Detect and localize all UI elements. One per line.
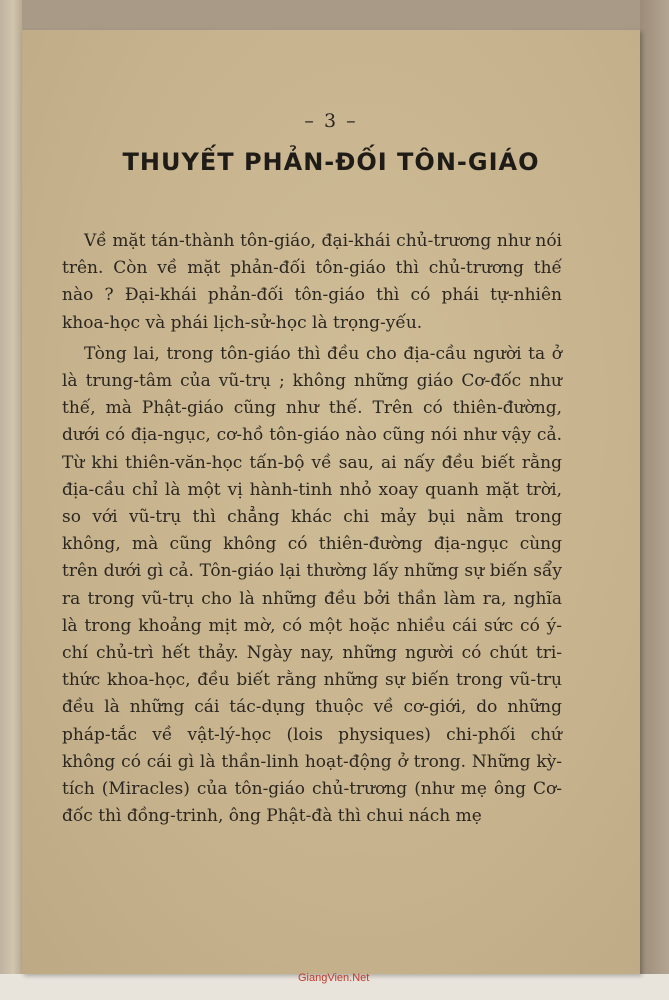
scan-left-edge — [0, 0, 22, 1000]
scan-right-edge — [640, 0, 669, 1000]
paragraph-1: Về mặt tán-thành tôn-giáo, đại-khái chủ-trương như nói trên. Còn về mặt phản-đối tôn-giáo thì chủ-trương thế nào ? Đại-khái phản-đối tôn-giáo thì có phái tự-nhiên khoa-học và phái lịch-sử-học là trọng-yếu. — [62, 231, 562, 333]
paragraph-2: Tòng lai, trong tôn-giáo thì đều cho địa-cầu người ta ở là trung-tâm của vũ-trụ ; không những giáo Cơ-đốc như thế, mà Phật-giáo cũng như thế. Trên có thiên-đường, dưới có địa-ngục, cơ-hồ tôn-giáo nào cũng nói như vậy cả. Từ khi thiên-văn-học tấn-bộ về sau, ai nấy đều biết rằng địa-cầu chỉ là một vị hành-tinh nhỏ xoay quanh mặt trời, so với vũ-trụ thì chẳng khác chi mảy bụi nằm trong không, mà cũng không có thiên-đường địa-ngục cùng trên dưới gì cả. Tôn-giáo lại thường lấy những sự biến sẩy ra trong vũ-trụ cho là những đều bởi thần làm ra, nghĩa là trong khoảng mịt mờ, có một hoặc nhiều cái sức có ý-chí chủ-trì hết thảy. Ngày nay, những người có chút tri-thức khoa-học, đều biết rằng những sự biến trong vũ-trụ đều là những cái tác-dụng thuộc về cơ-giới, do những pháp-tắc về vật-lý-học (lois physiques) chi-phối chứ không có cái gì là thần-linh hoạt-động ở trong. Những kỳ-tích (Miracles) của tôn-giáo chủ-trương (như mẹ ông Cơ-đốc thì đồng-trinh, ông Phật-đà thì chui nách mẹ — [62, 343, 562, 827]
chapter-title: THUYẾT PHẢN-ĐỐI TÔN-GIÁO — [122, 148, 540, 176]
page-number: – 3 – — [304, 110, 358, 132]
watermark-text: GiangVien.Net — [298, 972, 370, 984]
book-page — [22, 30, 640, 974]
body-text — [62, 228, 562, 830]
